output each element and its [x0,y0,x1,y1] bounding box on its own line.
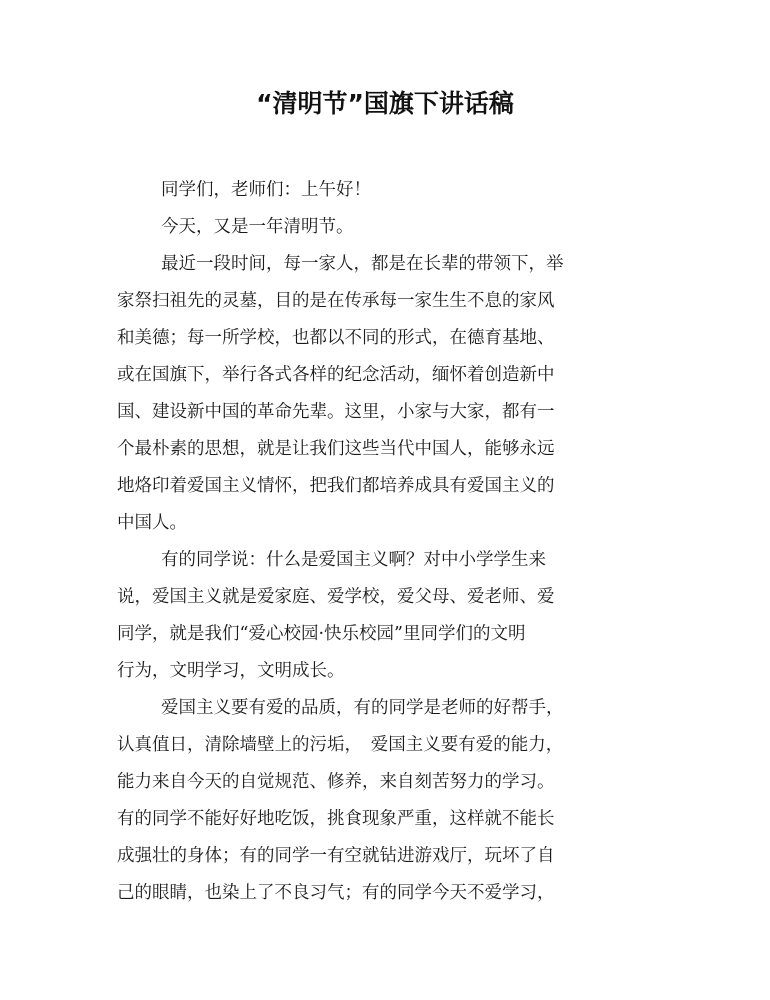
text-line: 同学们，老师们：上午好！ [161,180,371,200]
text-line: 行为，文明学习，文明成长。 [117,661,345,681]
text-line: 家祭扫祖先的灵墓，目的是在传承每一家生生不息的家风 [117,291,555,311]
text-line: 说，爱国主义就是爱家庭、爱学校，爱父母、爱老师、爱 [117,587,555,607]
text-line: 同学，就是我们“爱心校园·快乐校园”里同学们的文明 [117,624,526,644]
text-line: 最近一段时间，每一家人，都是在长辈的带领下，举 [161,254,564,274]
paragraph-greeting [117,172,647,209]
text-line: 国、建设新中国的革命先辈。这里，小家与大家，都有一 [117,402,555,422]
text-line: 认真值日，清除墙壁上的污垢， 爱国主义要有爱的能力， [117,735,564,755]
document-body [117,172,647,912]
text-line: 和美德；每一所学校，也都以不同的形式，在德育基地、 [117,328,555,348]
text-line: 能力来自今天的自觉规范、修养，来自刻苦努力的学习。 [117,772,555,792]
paragraph-opening [117,209,647,246]
text-line: 有的同学说：什么是爱国主义啊？对中小学学生来 [161,550,546,570]
document-title: “清明节”国旗下讲话稿 [256,89,514,118]
text-line: 成强壮的身体；有的同学一有空就钻进游戏厅，玩坏了自 [117,846,555,866]
text-line: 中国人。 [117,513,187,533]
text-line: 地烙印着爱国主义情怀，把我们都培养成具有爱国主义的 [117,476,555,496]
text-line: 有的同学不能好好地吃饭，挑食现象严重，这样就不能长 [117,809,555,829]
paragraph-patriotism-quality [117,690,647,912]
text-line: 今天，又是一年清明节。 [161,217,354,237]
text-line: 己的眼睛，也染上了不良习气；有的同学今天不爱学习， [117,883,555,903]
text-line: 爱国主义要有爱的品质，有的同学是老师的好帮手， [161,698,564,718]
text-line: 个最朴素的思想，就是让我们这些当代中国人，能够永远 [117,439,555,459]
text-line: 或在国旗下，举行各式各样的纪念活动，缅怀着创造新中 [117,365,555,385]
paragraph-memorial [117,246,647,542]
paragraph-patriotism-definition [117,542,647,690]
